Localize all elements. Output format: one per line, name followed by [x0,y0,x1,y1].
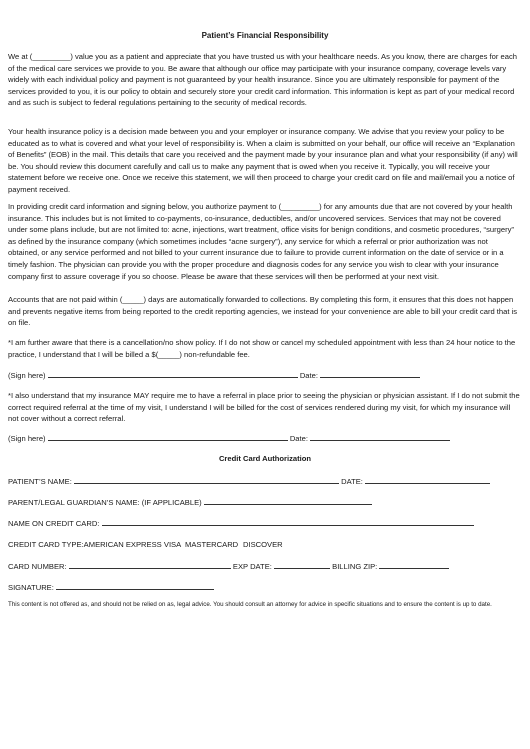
intro-paragraph: We at (_________) value you as a patient and appreciate that you have trusted us with your healthcare needs. As you know, there are charges for each of the medical care services we provide to you. Be aware that although our office may participate with your insurance company, coverage levels vary widely with each individual policy and payment is not guaranteed by your health insurance. Since you are ultimately responsible for payment of the services provided to you, it is our policy to obtain and securely store your credit card information. This information is kept as part of your medical record and as such is subject to federal regulations pertaining to the security of medical records. [8,52,517,108]
exp-date-label: EXP DATE: [232,562,272,571]
sign-here-label: (Sign here) [8,434,46,443]
cancellation-policy-paragraph: *I am further aware that there is a cancellation/no show policy. If I do not show or cancel my scheduled appointment with less than 24 hour notice to the practice, I understand that I will be billed a $(_____) non-refundable fee. [8,338,516,359]
name-on-card-field[interactable] [102,517,474,526]
payment-authorization-paragraph: In providing credit card information and signing below, you authorize payment to (_________) for any amounts due that are not covered by your health insurance. This includes but is not limited to co-payments, co-insurance, deductibles, and/or uncovered services. Services that may not be covered under some plans include, but are not limited to: acne, injections, wart treatment, office visits for benign conditions, and cosmetic procedures, “surgery” as defined by the insurance company (which sometimes includes “acne surgery”), any service for which a referral or prior authorization was not obtained, or any service performed and not billed to your current insurance due to failure to provide current information on the date of service or in a timely fashion. The physician can provide you with the proper procedure and diagnosis codes for any service you wish to clear with your insurance company first to assure coverage if you so choose. Please be aware that these services will then be performed at your next visit. [8,202,514,281]
date-label: DATE: [341,477,363,486]
signature-row-2 [8,432,450,444]
insurance-policy-paragraph: Your health insurance policy is a decision made between you and your employer or insurance company. We advise that you review your policy to be educated as to what is covered and what your level of responsibility is. When a claim is submitted on your behalf, our office will receive an “Explanation of Benefits” (EOB) in the mail. This details that care you received and the payment made by your insurance plan and what your responsibility (if any) will be. You should review this document carefully and call us to make any payment that is owed when you receive it. Typically, you will receive your statement before we receive one. Once we receive this statement, we will then proceed to charge your credit card on file and mail/email you a notice of payment received. [8,127,518,194]
page-title: Patient’s Financial Responsibility [201,31,329,40]
card-type-amex[interactable]: AMERICAN EXPRESS [83,540,162,549]
date-label: Date: [289,434,308,443]
sign-here-label: (Sign here) [8,371,46,380]
name-on-card-label: NAME ON CREDIT CARD: [8,519,100,528]
billing-zip-field[interactable] [379,560,449,569]
signature-label: SIGNATURE: [8,583,54,592]
card-number-row [8,560,449,572]
signature-field[interactable] [56,581,214,590]
card-number-label: CARD NUMBER: [8,562,67,571]
credit-card-authorization-title: Credit Card Authorization [218,454,312,463]
collections-paragraph: Accounts that are not paid within (_____) days are automatically forwarded to collections. By completing this form, it ensures that this does not happen and prevents negative items from being reported to the credit reporting agencies, we instead for your convenience are able to bill your credit card that is on file. [8,295,518,328]
date-line[interactable] [320,369,420,378]
exp-date-field[interactable] [274,560,330,569]
date-field[interactable] [365,475,490,484]
referral-paragraph: *I also understand that my insurance MAY require me to have a referral in place prior to seeing the physician or physician assistant. If I do not submit the correct required referral at the time of my visit, I understand I will be billed for the cost of services rendered during my visit, for which my insurance will not cover without a correct referral. [8,391,520,424]
guardian-label: PARENT/LEGAL GUARDIAN’S NAME: (IF APPLICABLE) [8,498,202,507]
patient-name-label: PATIENT’S NAME: [8,477,72,486]
legal-disclaimer: This content is not offered as, and should not be relied on as, legal advice. You should consult an attorney for advice in specific situations and to ensure the content is up to date. [8,601,492,608]
card-type-discover[interactable]: DISCOVER [243,540,283,549]
signature-line[interactable] [48,369,298,378]
guardian-field[interactable] [204,496,372,505]
card-type-label: CREDIT CARD TYPE: [8,540,84,549]
date-label: Date: [299,371,318,380]
billing-zip-label: BILLING ZIP: [332,562,378,571]
signature-line[interactable] [48,432,288,441]
signature-row-cc [8,581,214,593]
signature-row-1 [8,369,420,381]
card-type-row [8,539,181,550]
card-number-field[interactable] [69,560,231,569]
name-on-card-row [8,517,474,529]
patient-name-row [8,475,490,487]
date-line[interactable] [310,432,450,441]
card-type-visa[interactable]: VISA [163,540,182,549]
guardian-row [8,496,372,508]
patient-name-field[interactable] [74,475,339,484]
card-type-mastercard[interactable]: MASTERCARD [185,540,239,549]
